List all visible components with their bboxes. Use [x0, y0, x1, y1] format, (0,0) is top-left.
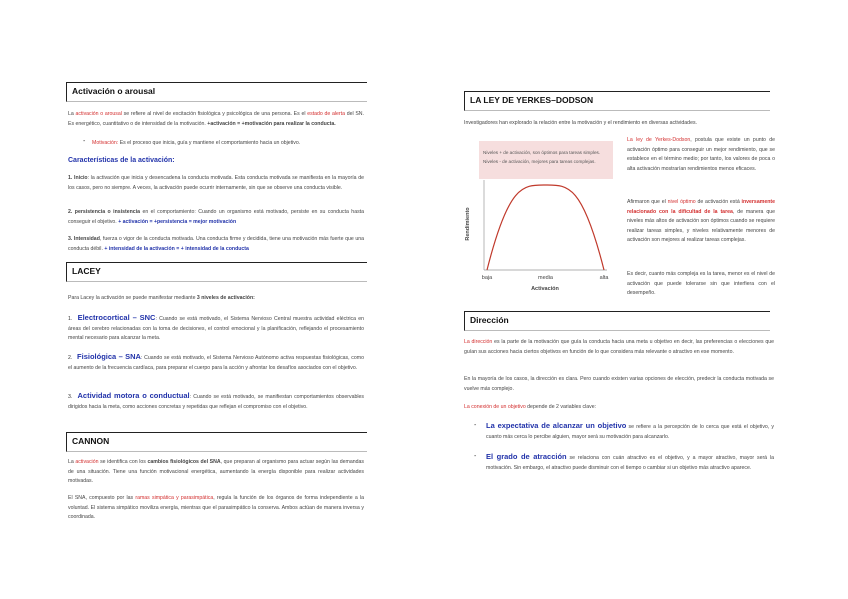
direccion-bullet-expectativa: La expectativa de alcanzar un objetivo se refiere a la percepción de lo cerca que está el objetivo, y cuanto más cerca lo percibe alguien, mayor será su motivación para alcanzarlo.	[486, 421, 775, 440]
dash-bullet: -	[83, 138, 86, 145]
chart-ylabel: Rendimiento	[465, 207, 471, 241]
cannon-paragraph-1: La activación se identifica con los cambios fisiológicos del SNA, que preparan al organismo para actuar según las demandas de una situación. Tiene una función motivacional energética, aumentando la energía disponible para realizar actividades motivadas.	[68, 459, 365, 485]
direccion-bullet-atraccion: El grado de atracción se relaciona con cuán atractivo es el objetivo, y a mayor atractivo, mayor será la motivación. Sin embargo, el atractivo puede disminuir con el tiempo o cambiar si un objetivo más atractivo aparece.	[486, 452, 774, 471]
yerkes-paragraph-3: Es decir, cuanto más compleja es la tarea, menor es el nivel de activación que puede tolerarse sin que interfiera con el desempeño.	[627, 271, 775, 297]
chart-legend-entry-complex: Niveles - de activación, mejores para tareas complejas.	[483, 159, 596, 164]
caracteristica-intensidad: 3. Intensidad, fuerza o vigor de la conducta motivada. Una conducta firme y decidida, tiene una motivación más fuerte que una conducta débil. + intensidad de la activación = + intensidad de la conducta	[68, 236, 364, 252]
yerkes-intro: Investigadores han explorado la relación entre la motivación y el rendimiento en diversas actividades.	[464, 120, 697, 126]
caracteristica-persistencia: 2. persistencia o insistencia en el comportamiento: Cuando un organismo está motivado, persiste en su conducta hasta conseguir el objetivo. + activación = +persistencia = mejor motivación	[68, 209, 364, 225]
caracteristica-inicio: 1. Inicio: la activación que inicia y desencadena la conducta motivada. Esta conducta motivada se manifiesta en la mayoría de los casos, pero no siempre. A veces, la activación puede ocurrir internamente, sin que se observe una conducta visible.	[68, 175, 364, 191]
cannon-paragraph-2: El SNA, compuesto por las ramas simpática y parasimpática, regula la función de los órganos de forma independiente a la voluntad. El sistema simpático moviliza energía, mientras que el parasimpático la conserva. Ambos actúan de manera inversa y coordinada.	[68, 495, 364, 521]
chart-xlabel: Activación	[531, 286, 559, 292]
section-title-direccion: Dirección	[464, 311, 770, 331]
direccion-paragraph-3: La conexión de un objetivo depende de 2 variables clave:	[464, 404, 597, 410]
chart-x-tick-label: alta	[599, 275, 609, 281]
chart-series-line-rendimiento	[487, 185, 604, 270]
yerkes-paragraph-2: Afirmaron que el nivel óptimo de activación está inversamente relacionado con la dificultad de la tarea, de manera que niveles más altos de activación son óptimos cuando se requiere realizar tareas simples, y niveles relativamente menores de activación son mejores al realizar tareas complejas.	[627, 199, 775, 244]
direccion-paragraph-2: En la mayoría de los casos, la dirección es clara. Pero cuando existen varias opciones de elección, predecir la conducta motivada se vuelve más complejo.	[464, 376, 774, 392]
dash-bullet: -	[474, 453, 477, 460]
lacey-intro: Para Lacey la activación se puede manifestar mediante 3 niveles de activación:	[68, 295, 255, 301]
activacion-paragraph: La activación o arousal se refiere al nivel de excitación fisiológica y psicológica de una persona. Es el estado de alerta del SN. Es energético, cuantitativo o de intensidad de la motivación. +activación = +motivación para realizar la conducta.	[68, 111, 364, 127]
motivacion-definition: Motivación: Es el proceso que inicia, guía y mantiene el comportamiento hacia un objetivo.	[92, 140, 301, 146]
dash-bullet: -	[474, 422, 477, 429]
lacey-item-fisiologica: 2. Fisiológica – SNA: Cuando se está motivado, el Sistema Nervioso Autónomo activa respuestas fisiológicas, como el aumento de la frecuencia cardíaca, para preparar el cuerpo para la acción y afrontar los desafíos asociados con el objetivo.	[68, 352, 364, 371]
chart-x-tick-label: baja	[481, 275, 493, 281]
chart-x-tick-label: media	[538, 275, 553, 281]
lacey-item-electrocortical: 1. Electrocortical – SNC: Cuando se está motivado, el Sistema Nervioso Central muestra actividad eléctrica en áreas del cerebro relacionadas con la toma de decisiones, el control emocional y la planificación, reflejando el procesamiento mental necesario para alcanzar la meta.	[68, 313, 365, 342]
yerkes-paragraph-1: La ley de Yerkes-Dodson, postula que existe un punto de activación óptimo para conseguir un mejor rendimiento, que se establece en el término medio; por tanto, los valores de poca o alta activación mostrarían rendimientos menos eficaces.	[627, 137, 775, 172]
section-title-activacion: Activación o arousal	[66, 82, 367, 102]
caracteristicas-heading: Características de la activación:	[68, 157, 175, 164]
section-title-yerkes-dodson: LA LEY DE YERKES–DODSON	[464, 91, 770, 111]
right-page	[424, 0, 848, 599]
chart-legend-entry-simple: Niveles + de activación, son óptimos para tareas simples.	[483, 150, 601, 155]
direccion-paragraph-1: La dirección es la parte de la motivación que guía la conducta hacia una meta u objetivo en decir, las preferencias o elecciones que guían sus acciones hacia ciertos objetivos en función de lo que considera más relevante o atractivo en ese momento.	[464, 339, 774, 355]
section-title-cannon: CANNON	[66, 432, 367, 452]
yerkes-dodson-chart	[457, 138, 617, 298]
lacey-item-motora: 3. Actividad motora o conductual: Cuando se está motivado, se manifiestan comportamientos observables dirigidos hacia la meta, como acciones concretas y repetidas que reflejan el compromiso con el objetivo.	[68, 391, 364, 410]
section-title-lacey: LACEY	[66, 262, 367, 282]
